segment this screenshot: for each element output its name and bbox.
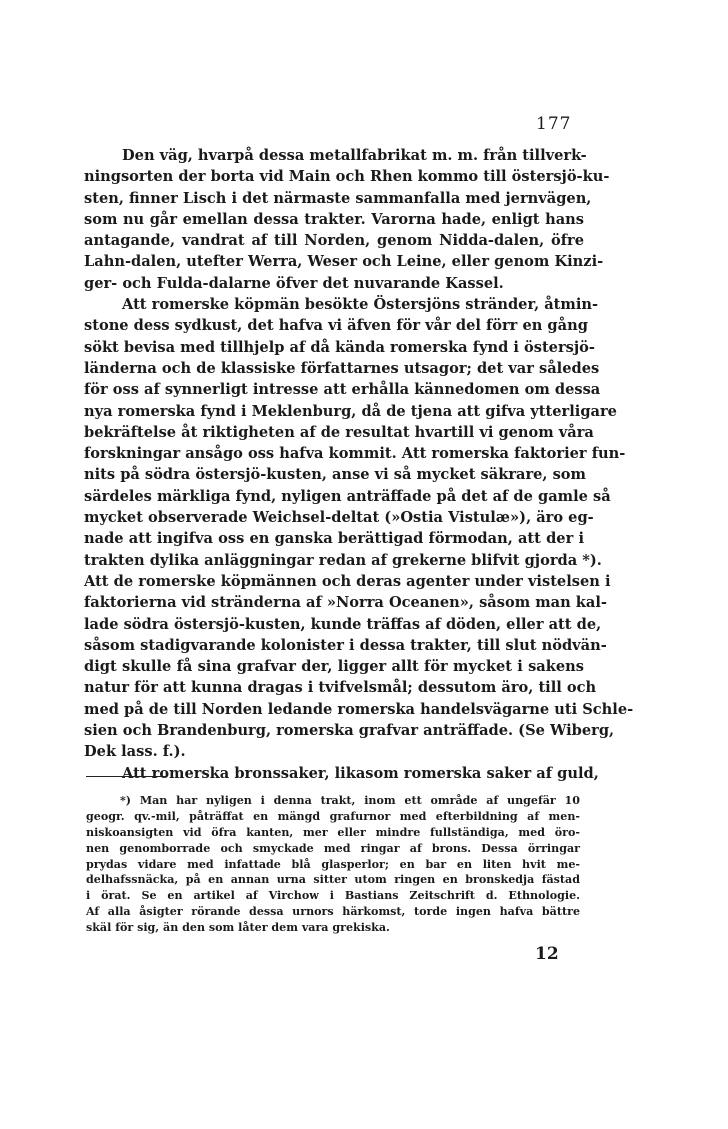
text-line: lade södra östersjö-kusten, kunde träffas af döden, eller att de, xyxy=(84,615,602,633)
text-line: Lahn-dalen, utefter Werra, Weser och Leine, eller genom Kinzi- xyxy=(84,253,604,271)
text-line: ger- och Fulda-dalarne öfver det nuvarande Kassel. xyxy=(84,274,504,292)
text-line: Att romerska bronssaker, likasom romerska saker af guld, xyxy=(122,764,599,782)
footnote-line: prydas vidare med infattade blå glasperlor; en bar en liten hvit me- xyxy=(86,857,580,871)
footnote-line: delhafssnäcka, på en annan urna sitter utom ringen en bronskedja fästad xyxy=(86,873,580,887)
text-line: sten, finner Lisch i det närmaste sammanfalla med jernvägen, xyxy=(84,189,592,207)
text-line: Dek lass. f.). xyxy=(84,743,186,761)
text-line: nya romerska fynd i Meklenburg, då de tjena att gifva ytterligare xyxy=(84,402,617,420)
footnote-line: nen genomborrade och smyckade med ringar af brons. Dessa örringar xyxy=(86,841,580,855)
text-line: faktorierna vid stränderna af »Norra Oceanen», såsom man kal- xyxy=(84,594,607,612)
text-line: stone dess sydkust, det hafva vi äfven för vår del förr en gång xyxy=(84,317,588,335)
text-line: länderna och de klassiske författarnes utsagor; det var således xyxy=(84,359,600,377)
text-line: Att romerske köpmän besökte Östersjöns stränder, åtmin- xyxy=(122,296,599,314)
text-line: sien och Brandenburg, romerska grafvar anträffade. (Se Wiberg, xyxy=(84,722,615,740)
page-number: 177 xyxy=(536,114,572,134)
footnote-line: geogr. qv.-mil, påträffat en mängd grafurnor med efterbildning af men- xyxy=(86,809,580,823)
text-line: antagande, vandrat af till Norden, genom Nidda-dalen, öfre xyxy=(84,232,584,250)
text-line: ningsorten der borta vid Main och Rhen kommo till östersjö-ku- xyxy=(84,168,610,186)
footnote-line: i örat. Se en artikel af Virchow i Bastians Zeitschrift d. Ethnologie. xyxy=(86,889,580,903)
text-line: såsom stadigvarande kolonister i dessa trakter, till slut nödvän- xyxy=(84,636,607,654)
text-line: särdeles märkliga fynd, nyligen anträffade på det af de gamle så xyxy=(84,487,611,505)
text-line: som nu går emellan dessa trakter. Varorna hade, enligt hans xyxy=(84,210,584,228)
text-line: nits på södra östersjö-kusten, anse vi så mycket säkrare, som xyxy=(84,466,586,484)
footnote-line: skäl för sig, än den som låter dem vara grekiska. xyxy=(86,921,390,935)
body-text xyxy=(84,145,634,784)
text-line: med på de till Norden ledande romerska handelsvägarne uti Schle- xyxy=(84,700,634,718)
text-line: bekräftelse åt riktigheten af de resultat hvartill vi genom våra xyxy=(84,423,594,441)
text-line: mycket observerade Weichsel-deltat (»Ostia Vistulæ»), äro eg- xyxy=(84,509,594,527)
footnote-line: *) Man har nyligen i denna trakt, inom ett område af ungefär 10 xyxy=(120,794,580,807)
text-line: Att de romerske köpmännen och deras agenter under vistelsen i xyxy=(84,572,611,590)
text-line: Den väg, hvarpå dessa metallfabrikat m. m. från tillverk- xyxy=(122,147,587,164)
text-line: för oss af synnerligt intresse att erhålla kännedomen om dessa xyxy=(84,381,601,399)
footnote-line: Af alla åsigter rörande dessa urnors härkomst, torde ingen hafva bättre xyxy=(86,905,580,919)
signature-mark: 12 xyxy=(535,944,559,964)
text-line: digt skulle få sina grafvar der, ligger allt för mycket i sakens xyxy=(84,658,584,676)
footnote xyxy=(86,793,580,936)
text-line: trakten dylika anläggningar redan af grekerne blifvit gjorda *). xyxy=(84,551,602,569)
footnote-line: niskoansigten vid öfra kanten, mer eller mindre fullständiga, med öro- xyxy=(86,825,580,839)
text-line: forskningar ansågo oss hafva kommit. Att romerska faktorier fun- xyxy=(84,445,626,463)
text-line: sökt bevisa med tillhjelp af då kända romerska fynd i östersjö- xyxy=(84,338,595,356)
text-line: nade att ingifva oss en ganska berättigad förmodan, att der i xyxy=(84,530,584,548)
footnote-rule xyxy=(86,776,166,777)
text-line: natur för att kunna dragas i tvifvelsmål; dessutom äro, till och xyxy=(84,679,597,697)
